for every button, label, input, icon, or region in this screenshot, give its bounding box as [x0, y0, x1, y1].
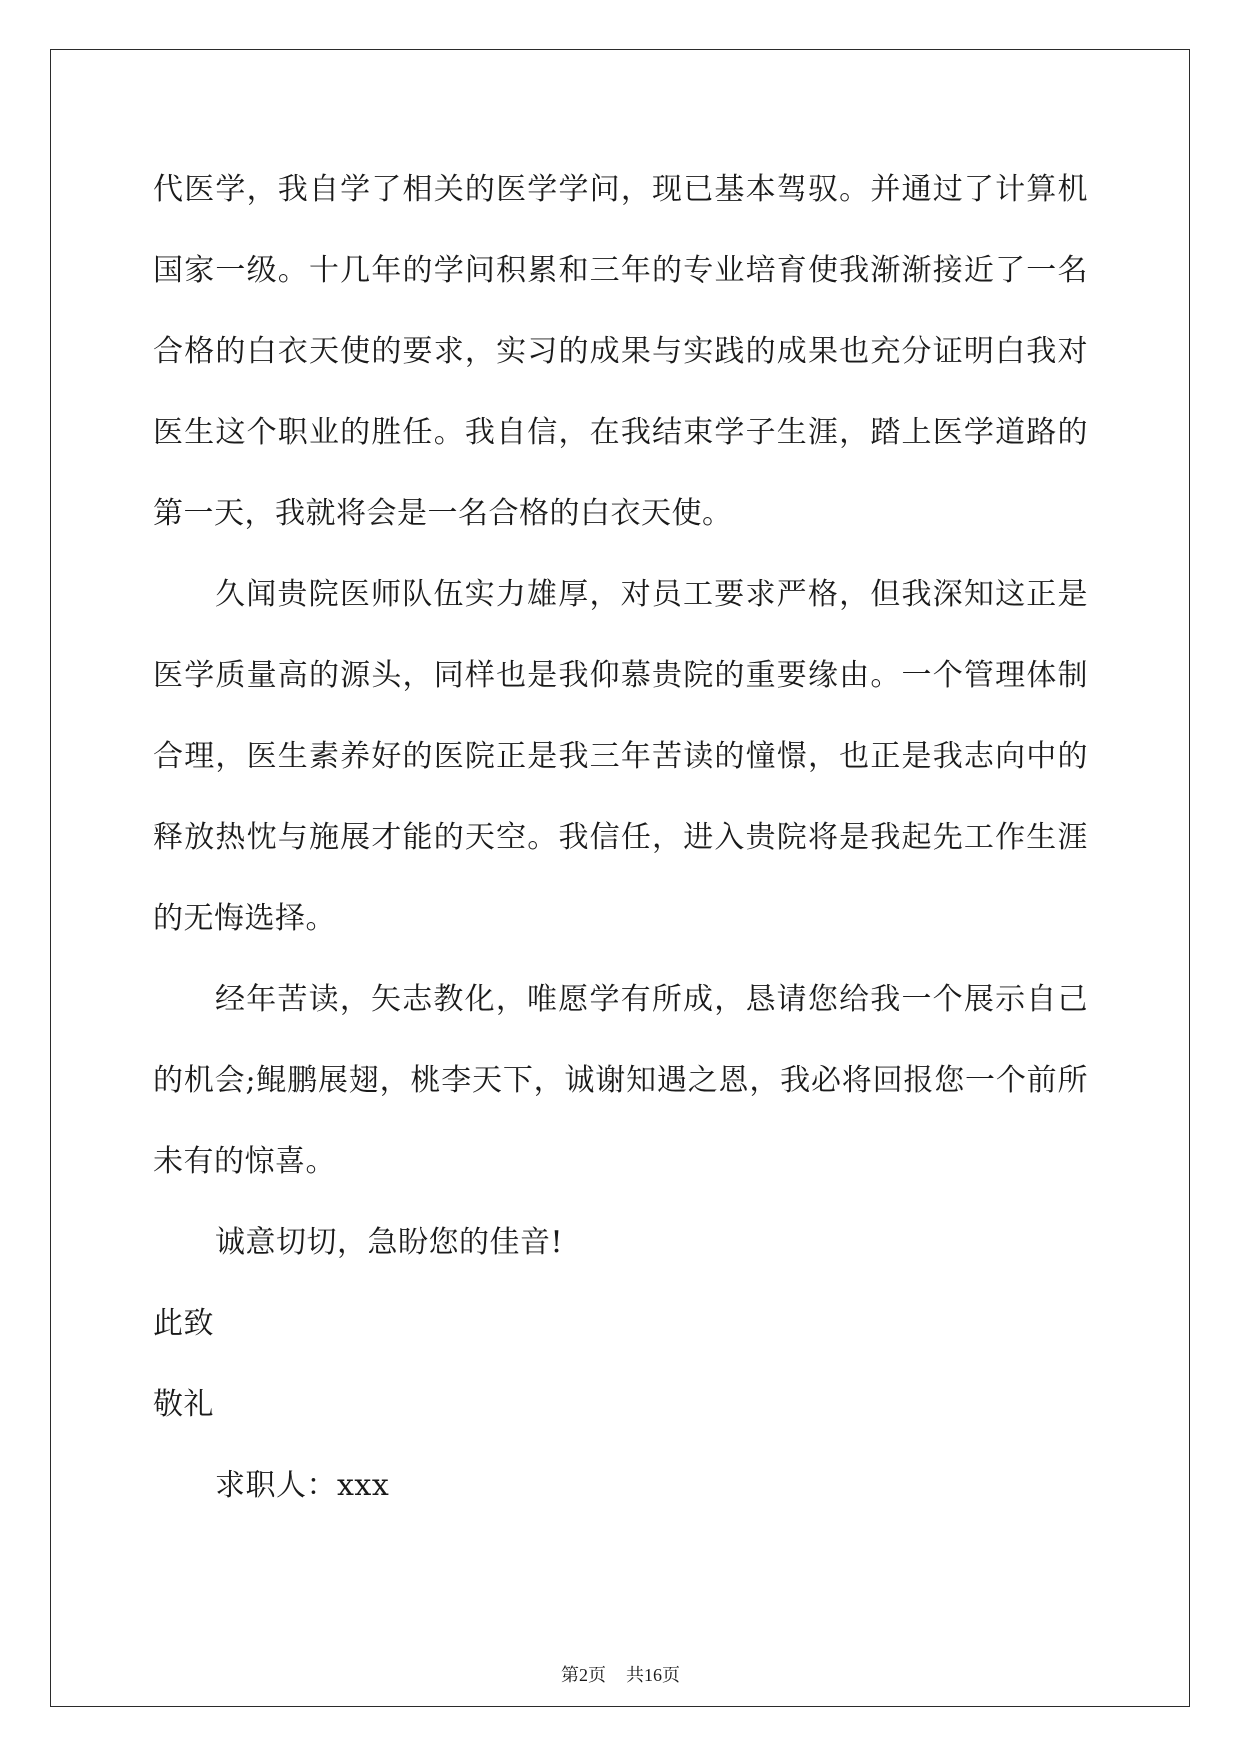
text-line: 国家一级。十几年的学问积累和三年的专业培育使我渐渐接近了一名 — [153, 253, 1088, 288]
text-line: 久闻贵院医师队伍实力雄厚，对员工要求严格，但我深知这正是 — [215, 577, 1088, 612]
text-line: 合格的白衣天使的要求，实习的成果与实践的成果也充分证明白我对 — [153, 334, 1088, 369]
text-line: 第一天，我就将会是一名合格的白衣天使。 — [153, 496, 733, 531]
text-line: 经年苦读，矢志教化，唯愿学有所成，恳请您给我一个展示自己 — [215, 982, 1088, 1017]
text-line: 医学质量高的源头，同样也是我仰慕贵院的重要缘由。一个管理体制 — [153, 658, 1088, 693]
page-number: 第2页 — [561, 1665, 606, 1685]
salutation-line: 此致 — [153, 1306, 214, 1341]
letter-body — [153, 164, 1088, 1541]
text-line: 医生这个职业的胜任。我自信，在我结束学子生涯，踏上医学道路的 — [153, 415, 1088, 450]
text-line: 释放热忱与施展才能的天空。我信任，进入贵院将是我起先工作生涯 — [153, 820, 1088, 855]
page-footer — [0, 1661, 1241, 1687]
page-total: 共16页 — [626, 1665, 680, 1685]
text-line: 代医学，我自学了相关的医学学问，现已基本驾驭。并通过了计算机 — [153, 172, 1088, 207]
text-line: 的无悔选择。 — [153, 901, 336, 936]
text-line: 的机会;鲲鹏展翅，桃李天下，诚谢知遇之恩，我必将回报您一个前所 — [153, 1063, 1088, 1098]
salutation-line: 敬礼 — [153, 1387, 214, 1422]
text-line: 未有的惊喜。 — [153, 1144, 336, 1179]
closing-line: 诚意切切，急盼您的佳音! — [215, 1225, 564, 1260]
signature-line: 求职人：xxx — [215, 1468, 390, 1503]
text-line: 合理，医生素养好的医院正是我三年苦读的憧憬，也正是我志向中的 — [153, 739, 1088, 774]
